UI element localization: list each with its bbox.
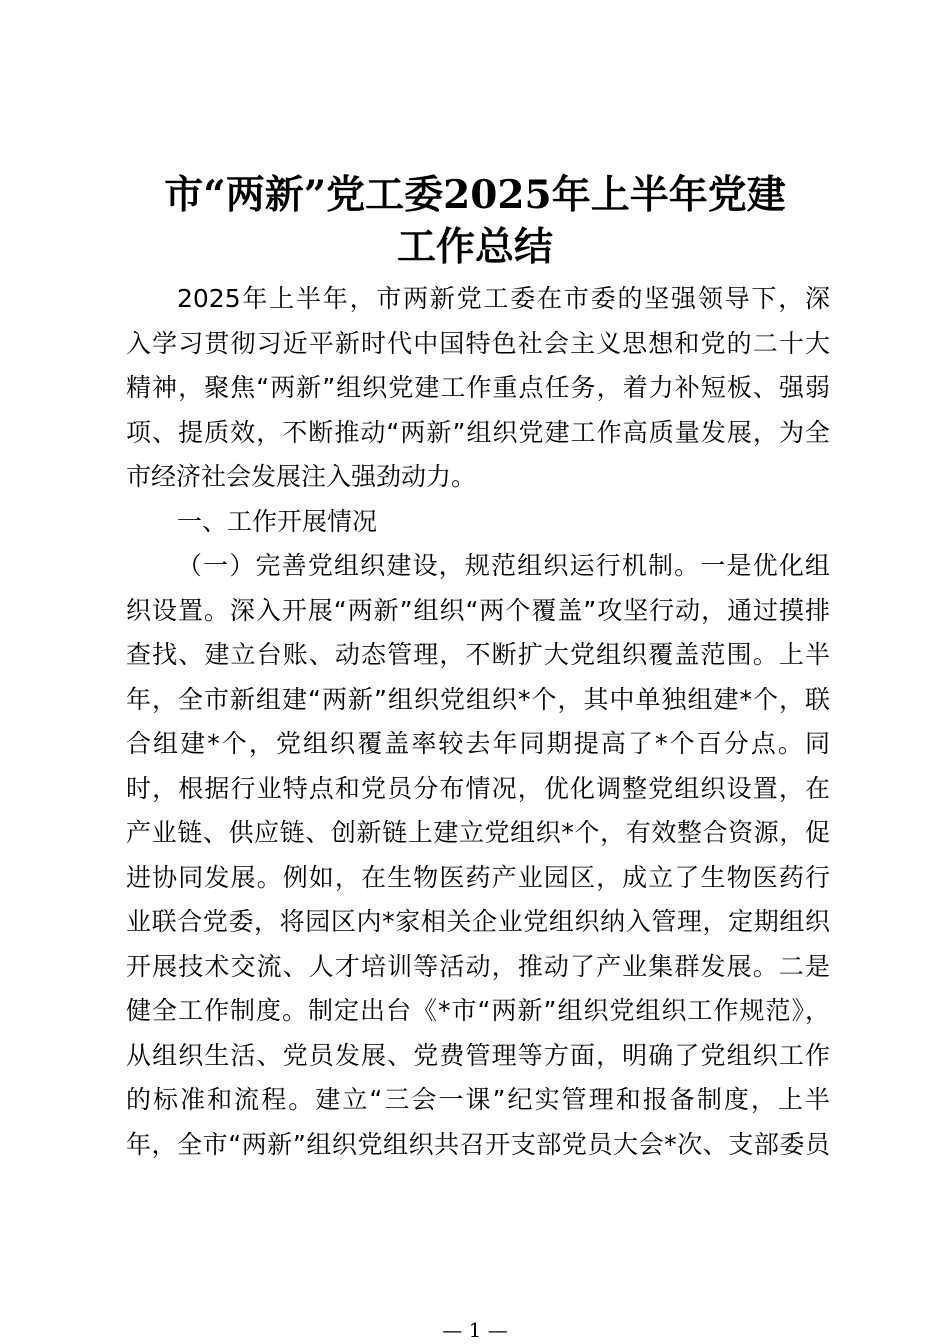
body-line: 的标准和流程。建立“三会一课”纪实管理和报备制度，上半 (126, 1085, 830, 1114)
body-line: 查找、建立台账、动态管理，不断扩大党组织覆盖范围。上半 (126, 640, 830, 669)
document-title-line-1: 市“两新”党工委2025年上半年党建 (164, 172, 786, 218)
body-line: 织设置。深入开展“两新”组织“两个覆盖”攻坚行动，通过摸排 (126, 596, 830, 625)
intro-line: 精神，聚焦“两新”组织党建工作重点任务，着力补短板、强弱 (126, 373, 830, 402)
body-line: 时，根据行业特点和党员分布情况，优化调整党组织设置，在 (126, 774, 830, 803)
body-line: 产业链、供应链、创新链上建立党组织*个，有效整合资源，促 (126, 818, 830, 847)
body-line: （一）完善党组织建设，规范组织运行机制。一是优化组 (177, 551, 830, 580)
body-line: 年，全市“两新”组织党组织共召开支部党员大会*次、支部委员 (126, 1130, 830, 1159)
intro-line: 入学习贯彻习近平新时代中国特色社会主义思想和党的二十大 (126, 329, 830, 358)
intro-line: 市经济社会发展注入强劲动力。 (126, 462, 477, 491)
body-line: 进协同发展。例如，在生物医药产业园区，成立了生物医药行 (126, 863, 830, 892)
body-line: 健全工作制度。制定出台《*市“两新”组织党组织工作规范》， (126, 996, 830, 1025)
body-line: 合组建*个，党组织覆盖率较去年同期提高了*个百分点。同 (126, 729, 830, 758)
section-heading: 一、工作开展情况 (177, 507, 378, 536)
page-number: — 1 — (442, 1318, 508, 1342)
intro-line: 项、提质效，不断推动“两新”组织党建工作高质量发展，为全 (126, 418, 830, 447)
document-title-line-2: 工作总结 (396, 224, 553, 270)
intro-line: 2025年上半年，市两新党工委在市委的坚强领导下，深 (177, 284, 830, 313)
body-line: 从组织生活、党员发展、党费管理等方面，明确了党组织工作 (126, 1041, 830, 1070)
body-line: 年，全市新组建“两新”组织党组织*个，其中单独组建*个，联 (126, 685, 830, 714)
body-line: 业联合党委，将园区内*家相关企业党组织纳入管理，定期组织 (126, 907, 830, 936)
body-line: 开展技术交流、人才培训等活动，推动了产业集群发展。二是 (126, 952, 830, 981)
